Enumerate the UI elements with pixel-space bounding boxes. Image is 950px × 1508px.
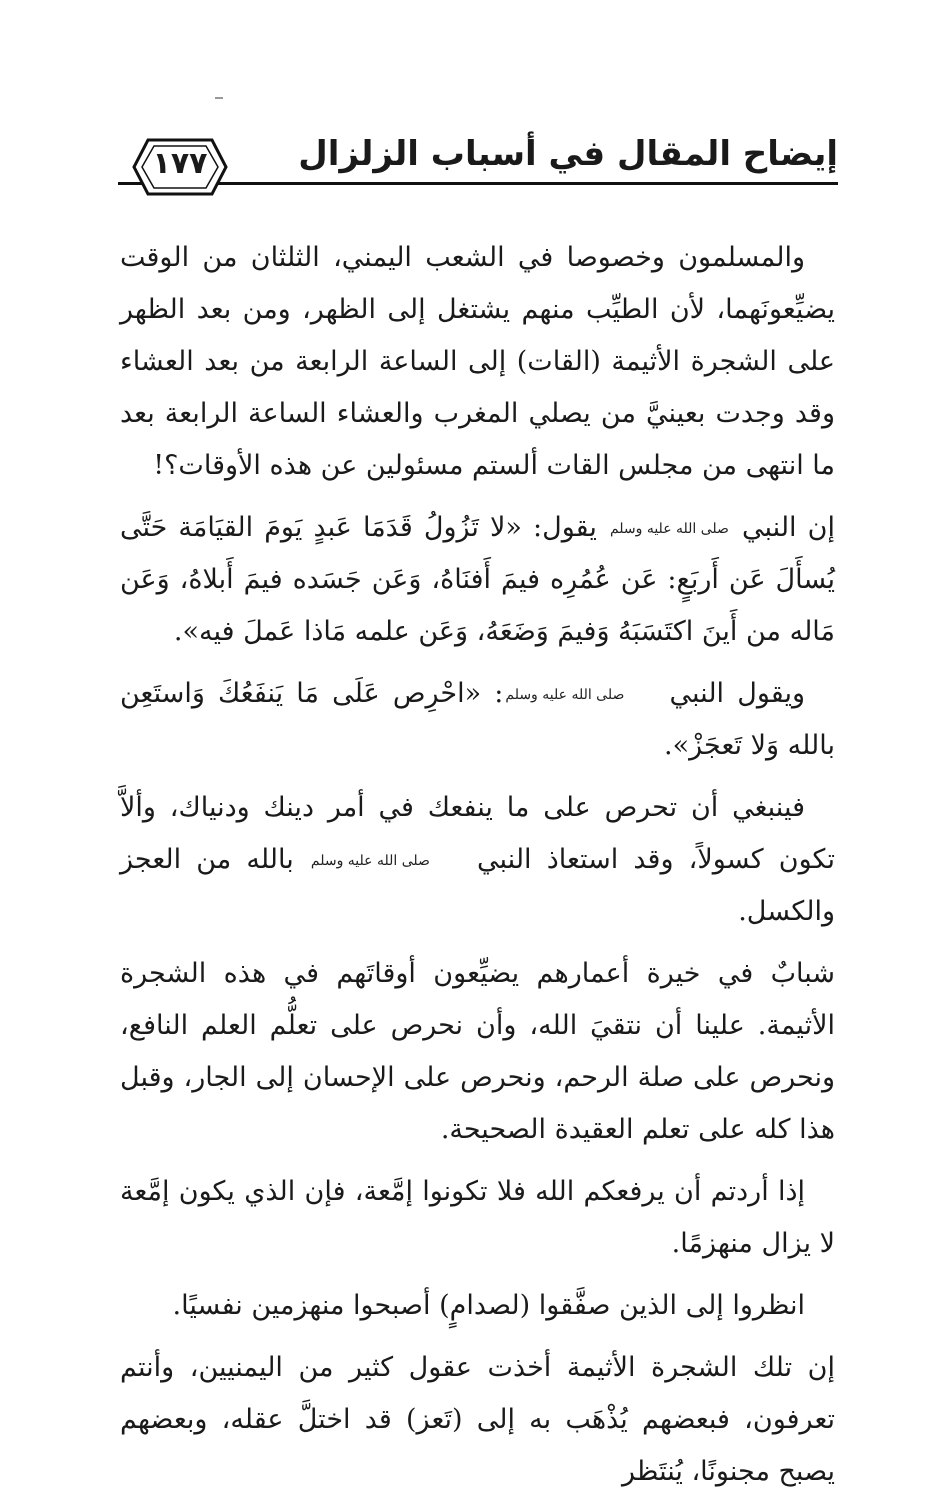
page-number-badge <box>130 132 230 202</box>
paragraph-2 <box>120 502 835 658</box>
paragraph-5: شبابٌ في خيرة أعمارهم يضيِّعون أوقاتَهم في هذه الشجرة الأثيمة. علينا أن نتقيَ الله، وأن نحرص على تعلُّم العلم النافع، ونحرص على صلة الرحم، ونحرص على الإحسان إلى الجار، وقبل هذا كله على تعلم العقيدة الصحيحة. <box>120 958 835 1145</box>
scan-mark <box>215 97 223 99</box>
paragraph-6: إذا أردتم أن يرفعكم الله فلا تكونوا إمَّعة، فإن الذي يكون إمَّعة لا يزال منهزمًا. <box>120 1176 835 1259</box>
text-run: إن النبي <box>742 512 835 543</box>
text-run: بالله من العجز والكسل. <box>120 844 835 927</box>
paragraph-4 <box>120 782 835 938</box>
paragraph-1: والمسلمون وخصوصا في الشعب اليمني، الثلثان من الوقت يضيِّعونَهما، لأن الطيِّب منهم يشتغل إلى الظهر، ومن بعد الظهر على الشجرة الأثيمة (القات) إلى الساعة الرابعة من بعد العشاء وقد وجدت بعينيَّ من يصلي المغرب والعشاء الساعة الرابعة بعد ما انتهى من مجلس القات ألستم مسئولين عن هذه الأوقات؟! <box>120 242 835 481</box>
hadith-text: : «احْرِص عَلَى مَا يَنفَعُكَ وَاستَعِن بالله وَلا تَعجَزْ». <box>120 678 835 761</box>
salutation-glyph: صلى الله عليه وسلم <box>505 686 625 703</box>
page-header <box>118 130 838 210</box>
salutation-glyph: صلى الله عليه وسلم <box>609 520 729 537</box>
paragraph-8: إن تلك الشجرة الأثيمة أخذت عقول كثير من اليمنيين، وأنتم تعرفون، فبعضهم يُذْهَب به إلى (تَعز) قد اختلَّ عقله، وبعضهم يصبح مجنونًا، يُنتَظر <box>120 1352 835 1487</box>
salutation-glyph: صلى الله عليه وسلم <box>310 852 430 869</box>
page-number: ١٧٧ <box>152 146 208 181</box>
paragraph-7: انظروا إلى الذين صفَّقوا (لصدامٍ) أصبحوا منهزمين نفسيًا. <box>172 1290 805 1321</box>
paragraph-3 <box>120 668 835 772</box>
book-title: إيضاح المقال في أسباب الزلزال <box>288 134 838 174</box>
text-run: فينبغي أن تحرص على ما ينفعك في أمر دينك ودنياك، وألاَّ تكون كسولاً، وقد استعاذ النبي <box>120 792 835 875</box>
page-body <box>120 232 835 1508</box>
hadith-text: يقول: «لا تَزُولُ قَدَمَا عَبدٍ يَومَ القيَامَة حَتَّى يُسأَلَ عَن أَربَعٍ: عَن عُمُرِه فيمَ أَفنَاهُ، وَعَن جَسَده فيمَ أَبلاهُ، وَعَن مَاله من أَينَ اكتَسَبَهُ وَفيمَ وَضَعَهُ، وَعَن علمه مَاذا عَملَ فيه». <box>120 512 835 647</box>
text-run: ويقول النبي <box>669 678 805 709</box>
